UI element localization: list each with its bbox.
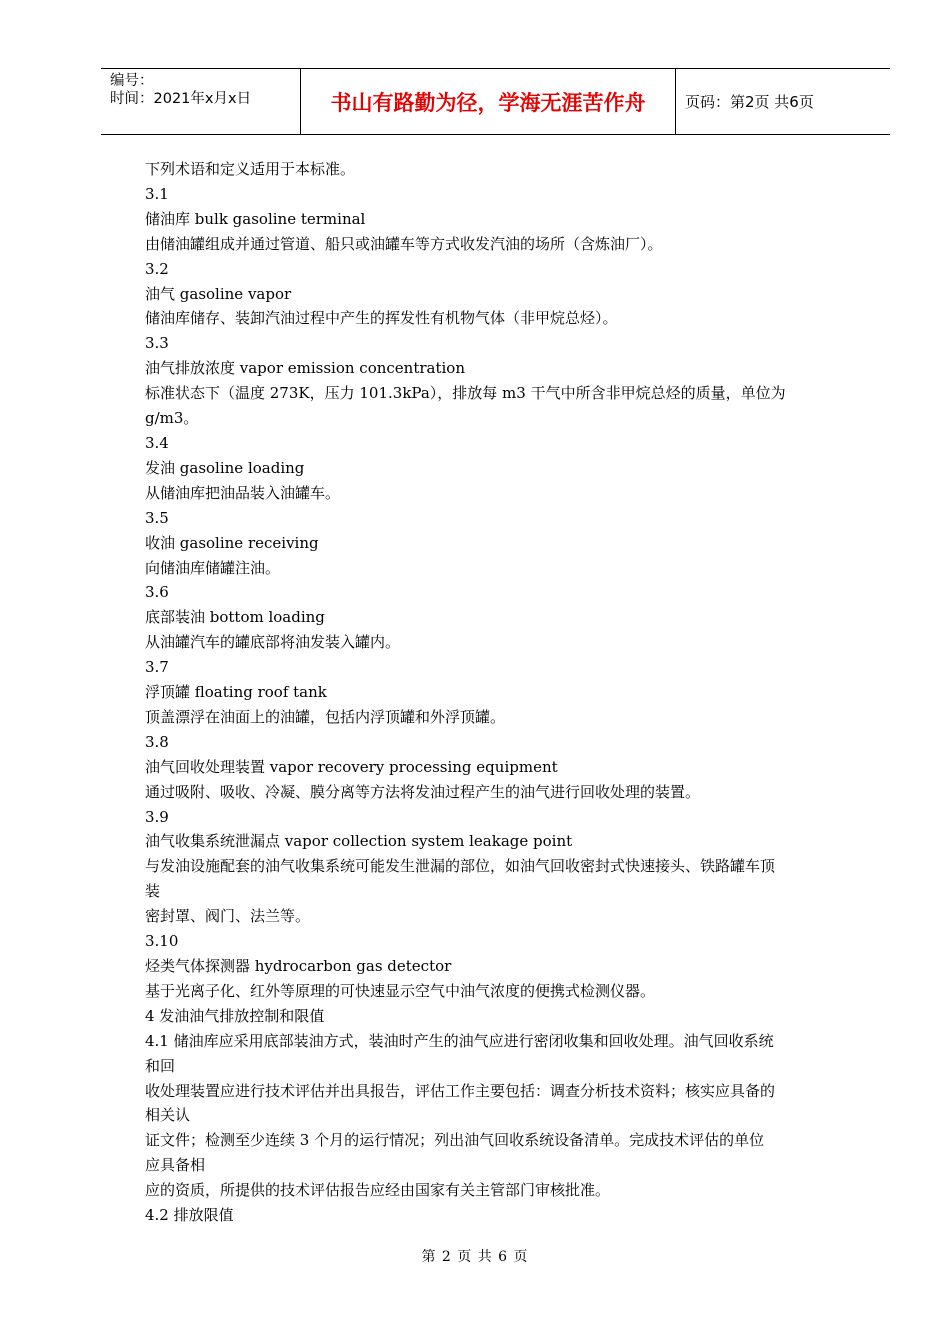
header-motto: 书山有路勤为径，学海无涯苦作舟 <box>301 69 676 134</box>
body-line: 应的资质，所提供的技术评估报告应经由国家有关主管部门审核批准。 <box>145 1181 611 1200</box>
body-line: 3.5 <box>145 508 169 527</box>
body-line: 与发油设施配套的油气收集系统可能发生泄漏的部位，如油气回收密封式快速接头、铁路罐车顶 <box>145 857 776 876</box>
body-line: 储油库储存、装卸汽油过程中产生的挥发性有机物气体（非甲烷总烃）。 <box>145 309 618 328</box>
body-line: g/m3。 <box>145 409 199 428</box>
page-header <box>101 68 890 135</box>
body-line: 3.7 <box>145 658 169 677</box>
header-page-info: 页码：第2页 共6页 <box>685 93 814 111</box>
body-line: 证文件；检测至少连续 3 个月的运行情况；列出油气回收系统设备清单。完成技术评估的单位 <box>145 1131 765 1150</box>
body-line: 收油 gasoline receiving <box>145 533 319 552</box>
body-line: 顶盖漂浮在油面上的油罐，包括内浮顶罐和外浮顶罐。 <box>145 707 506 726</box>
body-line: 油气 gasoline vapor <box>145 284 292 303</box>
body-line: 相关认 <box>145 1106 191 1125</box>
body-line: 通过吸附、吸收、冷凝、膜分离等方法将发油过程产生的油气进行回收处理的装置。 <box>145 782 701 801</box>
body-line: 应具备相 <box>145 1156 206 1175</box>
body-line: 3.1 <box>145 184 169 203</box>
body-line: 装 <box>145 882 161 901</box>
page-footer: 第 2 页 共 6 页 <box>421 1249 529 1265</box>
body-line: 3.3 <box>145 334 169 353</box>
body-line: 3.4 <box>145 433 169 452</box>
body-line: 油气收集系统泄漏点 vapor collection system leakage point <box>145 832 573 851</box>
body-line: 4.2 排放限值 <box>145 1206 234 1225</box>
body-line: 烃类气体探测器 hydrocarbon gas detector <box>145 957 452 975</box>
body-line: 收处理装置应进行技术评估并出具报告，评估工作主要包括：调查分析技术资料；核实应具备的 <box>145 1081 776 1100</box>
body-line: 发油 gasoline loading <box>145 458 305 477</box>
document-time-label: 时间：2021年x月x日 <box>110 91 252 107</box>
body-line: 密封罩、阀门、法兰等。 <box>145 907 311 926</box>
body-line: 向储油库储罐注油。 <box>145 558 281 577</box>
body-line: 3.6 <box>145 583 169 602</box>
body-line: 底部装油 bottom loading <box>145 608 325 627</box>
body-line: 储油库 bulk gasoline terminal <box>145 209 366 228</box>
document-body <box>145 157 853 1228</box>
body-line: 3.2 <box>145 259 169 278</box>
body-line: 4.1 储油库应采用底部装油方式，装油时产生的油气应进行密闭收集和回收处理。油气回收系统 <box>145 1031 774 1050</box>
body-line: 和回 <box>145 1056 176 1075</box>
body-line: 基于光离子化、红外等原理的可快速显示空气中油气浓度的便携式检测仪器。 <box>145 981 656 1000</box>
document-number-label: 编号： <box>110 73 154 89</box>
body-line: 由储油罐组成并通过管道、船只或油罐车等方式收发汽油的场所（含炼油厂）。 <box>145 234 663 253</box>
body-line: 油气排放浓度 vapor emission concentration <box>145 359 465 378</box>
body-line: 4 发油油气排放控制和限值 <box>145 1006 325 1025</box>
body-line: 从储油库把油品装入油罐车。 <box>145 483 341 502</box>
body-line: 标准状态下（温度 273K，压力 101.3kPa），排放每 m3 干气中所含非甲烷总烃的质量，单位为 <box>145 384 786 403</box>
body-line: 从油罐汽车的罐底部将油发装入罐内。 <box>145 633 401 652</box>
body-line: 3.9 <box>145 807 169 826</box>
body-line: 3.8 <box>145 732 169 751</box>
header-meta <box>101 69 301 134</box>
body-line: 3.10 <box>145 932 179 951</box>
body-line: 下列术语和定义适用于本标准。 <box>145 160 356 178</box>
body-line: 油气回收处理装置 vapor recovery processing equipment <box>145 757 558 776</box>
body-line: 浮顶罐 floating roof tank <box>145 683 327 702</box>
